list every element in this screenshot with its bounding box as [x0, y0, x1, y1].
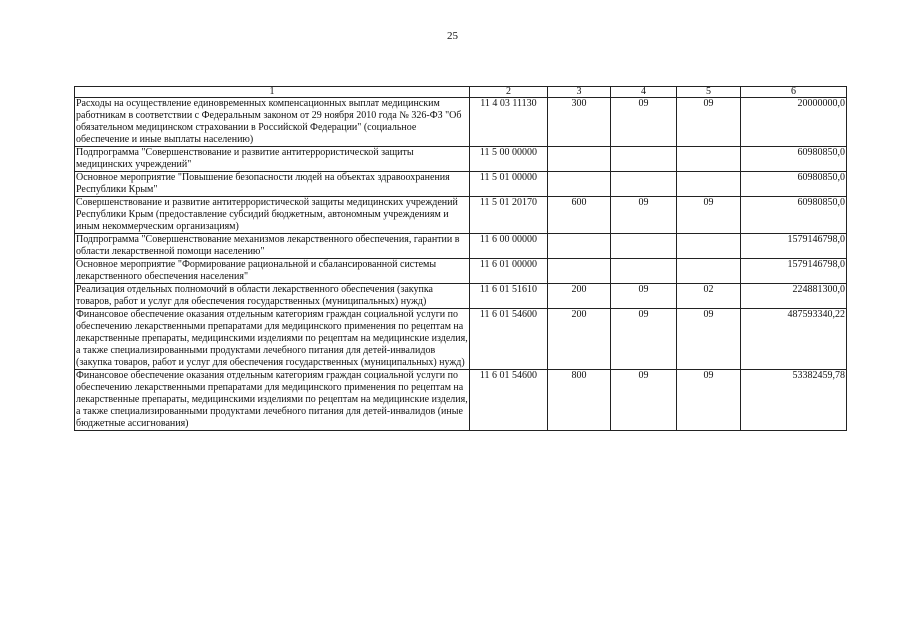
- row-name: Основное мероприятие "Формирование рациональной и сбалансированной системы лекарственного обеспечения населения": [75, 259, 470, 284]
- row-vr: 200: [548, 284, 611, 309]
- row-pr: 09: [677, 370, 741, 431]
- row-amount: 53382459,78: [741, 370, 847, 431]
- row-code: 11 5 01 20170: [470, 197, 548, 234]
- row-code: 11 6 01 51610: [470, 284, 548, 309]
- row-code: 11 6 01 00000: [470, 259, 548, 284]
- table-row: [75, 370, 847, 431]
- row-rz: 09: [611, 98, 677, 147]
- header-col-1: 1: [75, 87, 470, 98]
- row-vr: 200: [548, 309, 611, 370]
- row-name: Реализация отдельных полномочий в области лекарственного обеспечения (закупка товаров, работ и услуг для обеспечения государственных (муниципальных) нужд): [75, 284, 470, 309]
- header-col-2: 2: [470, 87, 548, 98]
- row-amount: 1579146798,0: [741, 234, 847, 259]
- row-rz: 09: [611, 197, 677, 234]
- row-vr: [548, 147, 611, 172]
- row-pr: [677, 147, 741, 172]
- row-vr: [548, 172, 611, 197]
- table-row: [75, 309, 847, 370]
- row-amount: 224881300,0: [741, 284, 847, 309]
- row-amount: 60980850,0: [741, 197, 847, 234]
- row-name: Совершенствование и развитие антитеррористической защиты медицинских учреждений Республики Крым (предоставление субсидий бюджетным, автономным учреждениям и иным некоммерческим организациям): [75, 197, 470, 234]
- row-amount: 60980850,0: [741, 147, 847, 172]
- row-code: 11 6 01 54600: [470, 309, 548, 370]
- row-rz: [611, 172, 677, 197]
- row-code: 11 5 01 00000: [470, 172, 548, 197]
- row-name: Финансовое обеспечение оказания отдельным категориям граждан социальной услуги по обеспечению лекарственными препаратами для медицинского применения по рецептам на лекарственные препараты, медицинскими изделиями по рецептам на медицинские изделия, а также специализированными продуктами лечебного питания для детей-инвалидов (закупка товаров, работ и услуг для обеспечения государственных (муниципальных) нужд): [76, 309, 468, 368]
- header-row: [75, 87, 847, 98]
- row-code: 11 5 00 00000: [470, 147, 548, 172]
- table-row: [75, 284, 847, 309]
- row-name: Расходы на осуществление единовременных компенсационных выплат медицинским работникам в соответствии с Федеральным законом от 29 ноября 2010 года № 326-ФЗ "Об обязательном медицинском страховании в Российской Федерации" (социальное обеспечение и иные выплаты населению): [75, 98, 470, 147]
- row-rz: [611, 234, 677, 259]
- row-vr: [548, 259, 611, 284]
- row-name: Подпрограмма "Совершенствование и развитие антитеррористической защиты медицинских учреждений": [75, 147, 470, 172]
- page-number: 25: [447, 30, 458, 42]
- row-pr: 09: [677, 309, 741, 370]
- row-amount: 487593340,22: [741, 309, 847, 370]
- row-rz: 09: [611, 370, 677, 431]
- row-name: Финансовое обеспечение оказания отдельным категориям граждан социальной услуги по обеспечению лекарственными препаратами для медицинского применения по рецептам на лекарственные препараты, медицинскими изделиями по рецептам на медицинские изделия, а также специализированными продуктами лечебного питания для детей-инвалидов (иные бюджетные ассигнования): [76, 370, 468, 429]
- table-row: [75, 98, 847, 147]
- table-row: [75, 197, 847, 234]
- budget-table: [74, 86, 847, 431]
- header-col-5: 5: [677, 87, 741, 98]
- row-pr: 09: [677, 98, 741, 147]
- row-rz: [611, 147, 677, 172]
- row-pr: [677, 234, 741, 259]
- table-row: [75, 234, 847, 259]
- row-pr: [677, 172, 741, 197]
- header-col-4: 4: [611, 87, 677, 98]
- row-code: 11 6 01 54600: [470, 370, 548, 431]
- row-pr: [677, 259, 741, 284]
- header-col-6: 6: [741, 87, 847, 98]
- row-rz: 09: [611, 309, 677, 370]
- row-amount: 1579146798,0: [741, 259, 847, 284]
- row-code: 11 4 03 11130: [470, 98, 548, 147]
- row-name: Подпрограмма "Совершенствование механизмов лекарственного обеспечения, гарантии в области лекарственной помощи населению": [75, 234, 470, 259]
- row-pr: 09: [677, 197, 741, 234]
- row-name: Основное мероприятие "Повышение безопасности людей на объектах здравоохранения Республики Крым": [75, 172, 470, 197]
- table-row: [75, 259, 847, 284]
- row-rz: 09: [611, 284, 677, 309]
- header-col-3: 3: [548, 87, 611, 98]
- table-row: [75, 147, 847, 172]
- row-amount: 60980850,0: [741, 172, 847, 197]
- row-pr: 02: [677, 284, 741, 309]
- row-vr: 600: [548, 197, 611, 234]
- row-rz: [611, 259, 677, 284]
- table-row: [75, 172, 847, 197]
- row-code: 11 6 00 00000: [470, 234, 548, 259]
- row-amount: 20000000,0: [741, 98, 847, 147]
- row-vr: 300: [548, 98, 611, 147]
- row-vr: 800: [548, 370, 611, 431]
- row-vr: [548, 234, 611, 259]
